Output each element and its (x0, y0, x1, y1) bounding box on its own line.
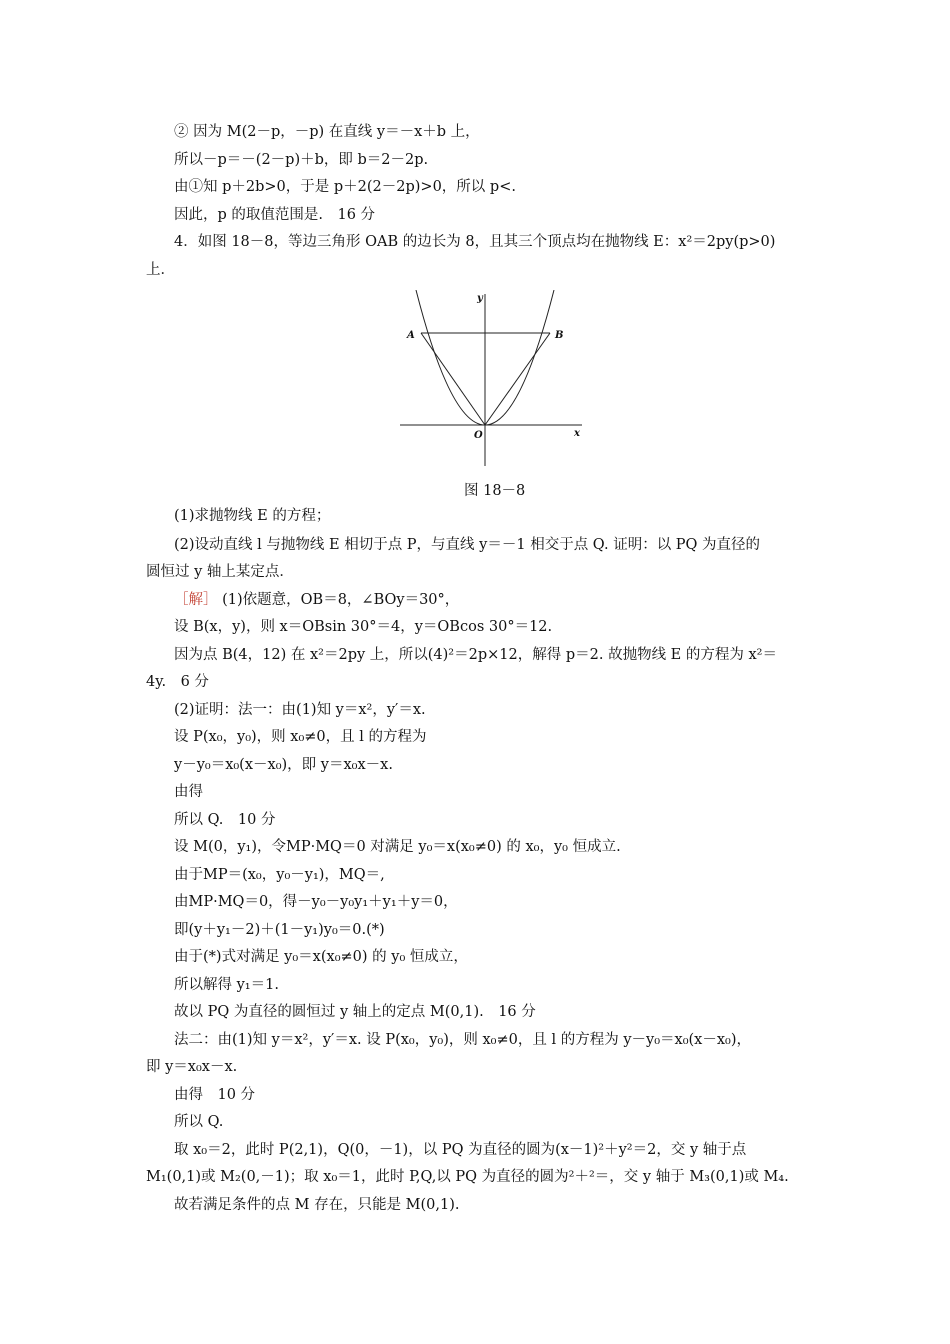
line-25: 故以 PQ 为直径的圆恒过 y 轴上的定点 M(0,1). 16 分 (174, 1004, 536, 1020)
line-11: 设 B(x，y)，则 x＝OBsin 30°＝4，y＝OBcos 30°＝12. (174, 619, 553, 635)
line-13: 4y. 6 分 (146, 674, 209, 690)
segment-OA (421, 333, 485, 425)
line-29: 所以 Q. (174, 1114, 224, 1130)
line-10-text: (1)依题意，OB＝8，∠BOy＝30°， (222, 592, 460, 608)
line-10 (174, 590, 459, 610)
line-9: 圆恒过 y 轴上某定点． (146, 564, 294, 580)
label-O: O (474, 430, 483, 441)
label-x: x (574, 428, 580, 439)
line-18: 所以 Q. 10 分 (174, 812, 276, 828)
line-20: 由于MP＝(x₀，y₀－y₁)，MQ＝, (174, 867, 385, 883)
line-7: (1)求抛物线 E 的方程； (174, 508, 331, 524)
line-12: 因为点 B(4，12) 在 x²＝2py 上，所以(4)²＝2p×12，解得 p＝2. 故抛物线 E 的方程为 x²＝ (174, 647, 777, 663)
line-17: 由得 (174, 784, 203, 800)
line-19: 设 M(0，y₁)，令MP·MQ＝0 对满足 y₀＝x(x₀≠0) 的 x₀，y₀ 恒成立. (174, 839, 621, 855)
line-3: 由①知 p＋2b>0，于是 p＋2(2－2p)>0，所以 p<. (174, 179, 516, 195)
line-26: 法二：由(1)知 y＝x²，y′＝x. 设 P(x₀，y₀)，则 x₀≠0，且 l 的方程为 y－y₀＝x₀(x－x₀)， (174, 1032, 751, 1048)
line-27: 即 y＝x₀x－x. (146, 1059, 238, 1075)
line-14: (2)证明：法一：由(1)知 y＝x²，y′＝x. (174, 702, 426, 718)
line-28: 由得 10 分 (174, 1087, 256, 1103)
line-32: 故若满足条件的点 M 存在，只能是 M(0,1). (174, 1197, 460, 1213)
line-6: 上． (146, 262, 175, 278)
line-24: 所以解得 y₁＝1. (174, 977, 279, 993)
line-21: 由MP·MQ＝0，得－y₀－y₀y₁＋y₁＋y＝0， (174, 894, 458, 910)
line-31: M₁(0,1)或 M₂(0,－1)；取 x₀＝1，此时 P,Q,以 PQ 为直径的圆为²＋²＝，交 y 轴于 M₃(0,1)或 M₄. (146, 1169, 789, 1185)
figure-caption: 图 18－8 (464, 483, 526, 499)
line-5: 4．如图 18－8，等边三角形 OAB 的边长为 8，且其三个顶点均在抛物线 E：x²＝2py(p>0) (174, 234, 776, 250)
label-A: A (407, 330, 415, 341)
line-2: 所以－p＝－(2－p)＋b，即 b＝2－2p. (174, 152, 429, 168)
label-y: y (477, 293, 483, 304)
solution-label: ［解］ (174, 592, 218, 608)
parabola-figure (396, 290, 586, 470)
segment-OB (485, 333, 550, 425)
line-15: 设 P(x₀，y₀)，则 x₀≠0，且 l 的方程为 (174, 729, 427, 745)
line-23: 由于(*)式对满足 y₀＝x(x₀≠0) 的 y₀ 恒成立， (174, 949, 468, 965)
line-30: 取 x₀＝2，此时 P(2,1)，Q(0，－1)，以 PQ 为直径的圆为(x－1)²＋y²＝2，交 y 轴于点 (174, 1142, 747, 1158)
line-1: ② 因为 M(2－p，－p) 在直线 y＝－x＋b 上， (174, 124, 480, 140)
line-16: y－y₀＝x₀(x－x₀)，即 y＝x₀x－x. (174, 757, 393, 773)
line-22: 即(y＋y₁－2)＋(1－y₁)y₀＝0.(*) (174, 922, 385, 938)
label-B: B (555, 330, 564, 341)
line-8: (2)设动直线 l 与抛物线 E 相切于点 P，与直线 y＝－1 相交于点 Q. 证明：以 PQ 为直径的 (174, 537, 761, 553)
line-4: 因此，p 的取值范围是. 16 分 (174, 207, 376, 223)
